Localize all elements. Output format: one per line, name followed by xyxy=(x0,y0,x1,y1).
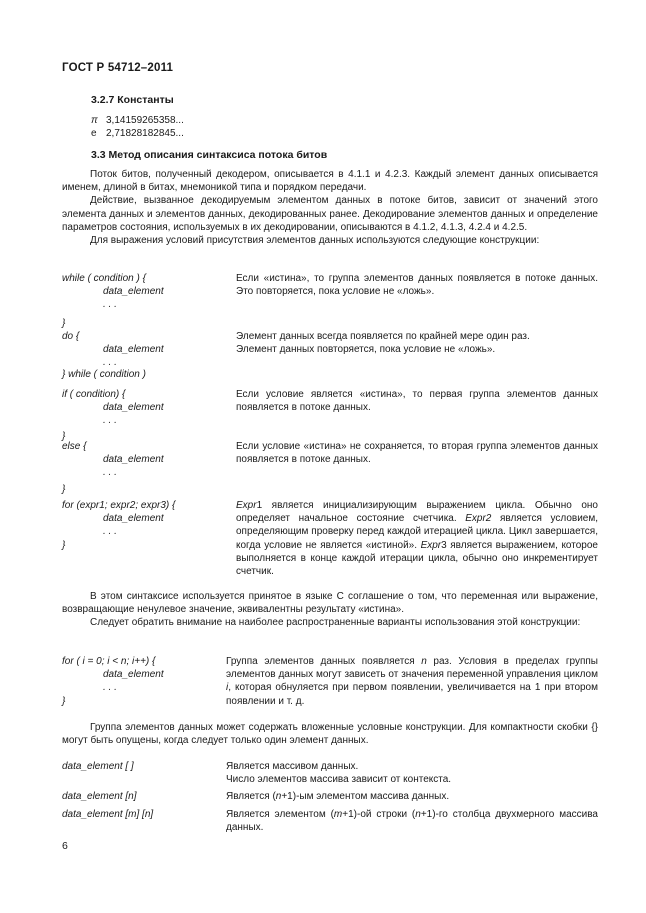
text: является условием, определяющим проверку перед каждой итерацией цикла. Цикл завершается, когда условие не является «истиной». xyxy=(236,513,598,551)
emphasis: Expr2 xyxy=(465,513,492,525)
text: 3 является выражением, которое выполняется в конце каждой итерации цикла, обычно оно инкрементирует счетчик. xyxy=(236,539,598,578)
code-line: data_element xyxy=(103,344,164,356)
text: раз. Условия в пределах группы элементов данных могут зависеть от значения переменной управления циклом xyxy=(226,656,598,681)
while-construct-description: Если «истина», то группа элементов данных появляется в потоке данных. Это повторяется, пока условие не «ложь». xyxy=(236,273,598,298)
text: Является ( xyxy=(226,791,276,802)
for-loop-description xyxy=(226,655,598,708)
code-line: } xyxy=(62,317,66,329)
text: +1)-ым элементом массива данных. xyxy=(281,791,450,802)
else-construct-code xyxy=(62,440,164,496)
emphasis: Expr xyxy=(236,500,257,511)
code-line: . . . xyxy=(103,526,117,538)
section-title-bitstream: 3.3 Метод описания синтаксиса потока битов xyxy=(91,149,328,161)
code-line: } xyxy=(62,483,66,495)
e-symbol: e xyxy=(91,128,97,139)
code-line: else { xyxy=(62,441,87,452)
text: +1)-ой строки ( xyxy=(342,809,416,820)
emphasis: Expr xyxy=(420,539,442,551)
if-construct-code xyxy=(62,388,164,443)
array-code-3: data_element [m] [n] xyxy=(62,809,154,820)
emphasis: n xyxy=(415,809,421,820)
paragraph: Группа элементов данных может содержать вложенные условные конструкции. Для компактности скобки {} могут быть опущены, когда следует только один элемент данных. xyxy=(62,722,598,747)
array-description-2 xyxy=(226,790,598,803)
for-construct-description xyxy=(236,499,598,578)
description-line: Элемент данных повторяется, пока условие не «ложь». xyxy=(236,344,496,356)
for-loop-code xyxy=(62,655,164,708)
code-line: . . . xyxy=(103,299,117,311)
e-value: 2,71828182845... xyxy=(106,128,184,139)
emphasis: n xyxy=(275,791,282,802)
paragraph: Для выражения условий присутствия элементов данных используются следующие конструкции: xyxy=(90,235,540,247)
while-construct-code xyxy=(62,272,164,330)
code-line: } xyxy=(62,695,66,707)
text: +1)-го столбца двухмерного массива данных. xyxy=(226,809,598,834)
if-construct-description: Если условие является «истина», то первая группа элементов данных появляется в потоке данных. xyxy=(236,389,598,414)
page-number: 6 xyxy=(62,840,68,852)
else-construct-description: Если условие «истина» не сохраняется, то вторая группа элементов данных появляется в потоке данных. xyxy=(236,441,598,466)
text: 1 является инициализирующим выражением цикла. Обычно оно определяет начальное состояние счетчика. xyxy=(236,500,598,525)
constant-pi xyxy=(91,114,184,127)
code-line: data_element xyxy=(103,402,164,414)
code-line: } xyxy=(62,539,66,551)
code-line: while ( condition ) { xyxy=(62,273,146,284)
paragraph: В этом синтаксисе используется принятое в языке С соглашение о том, что переменная или выражение, возвращающие ненулевое значение, эквивалентны результату «истина». xyxy=(62,591,598,616)
pi-symbol: π xyxy=(91,115,98,126)
constant-e xyxy=(91,127,184,140)
text: Группа элементов данных появляется xyxy=(226,656,422,667)
description-line: Элемент данных всегда появляется по крайней мере один раз. xyxy=(236,331,530,342)
for-construct-code xyxy=(62,499,175,552)
code-line: data_element xyxy=(103,513,164,525)
array-description-3 xyxy=(226,808,598,834)
section-title-constants: 3.2.7 Константы xyxy=(91,94,174,106)
code-line: . . . xyxy=(103,467,117,479)
code-line: . . . xyxy=(103,415,117,427)
do-construct-description xyxy=(236,330,598,356)
array-description-1 xyxy=(226,760,598,786)
paragraph: Следует обратить внимание на наиболее распространенные варианты использования этой конструкции: xyxy=(90,617,581,629)
code-line: data_element xyxy=(103,454,164,466)
code-line: data_element xyxy=(103,286,164,298)
emphasis: i xyxy=(226,682,229,694)
standard-header: ГОСТ Р 54712–2011 xyxy=(62,62,174,74)
array-code-2: data_element [n] xyxy=(62,791,137,802)
code-line: data_element xyxy=(103,669,164,681)
code-line: . . . xyxy=(103,357,117,369)
code-line: } xyxy=(62,430,66,442)
middle-paragraphs xyxy=(62,590,598,630)
code-line: } while ( condition ) xyxy=(62,368,146,380)
code-line: do { xyxy=(62,331,80,342)
code-line: . . . xyxy=(103,682,117,694)
text: , которая обнуляется при первом появлении, увеличивается на 1 при втором появлении и т. д. xyxy=(226,682,598,707)
paragraph: Действие, вызванное декодируемым элементом данных в потоке битов, зависит от значений этого элемента данных и элементов данных, декодированных ранее. Декодирование элементов данных и определение параметров состояния, используемых в их декодировании, описываются в 4.1.2, 4.1.3, 4.2.4 и 4.2.5. xyxy=(62,195,598,233)
paragraph: Поток битов, полученный декодером, описывается в 4.1.1 и 4.2.3. Каждый элемент данных описывается именем, длиной в битах, мнемоникой типа и порядком передачи. xyxy=(62,169,598,194)
code-line: for (expr1; expr2; expr3) { xyxy=(62,500,176,511)
array-code-1: data_element [ ] xyxy=(62,761,134,772)
description-line: Является массивом данных. xyxy=(226,761,359,772)
emphasis: n xyxy=(421,656,427,667)
do-construct-code xyxy=(62,330,164,381)
emphasis: m xyxy=(333,809,343,820)
pi-value: 3,14159265358... xyxy=(106,115,184,126)
nested-paragraph xyxy=(62,721,598,747)
code-line: for ( i = 0; i < n; i++) { xyxy=(62,656,156,667)
code-line: if ( condition) { xyxy=(62,389,126,400)
text: Является элементом ( xyxy=(226,809,334,820)
intro-paragraphs xyxy=(62,168,598,247)
description-line: Число элементов массива зависит от контекста. xyxy=(226,774,452,786)
